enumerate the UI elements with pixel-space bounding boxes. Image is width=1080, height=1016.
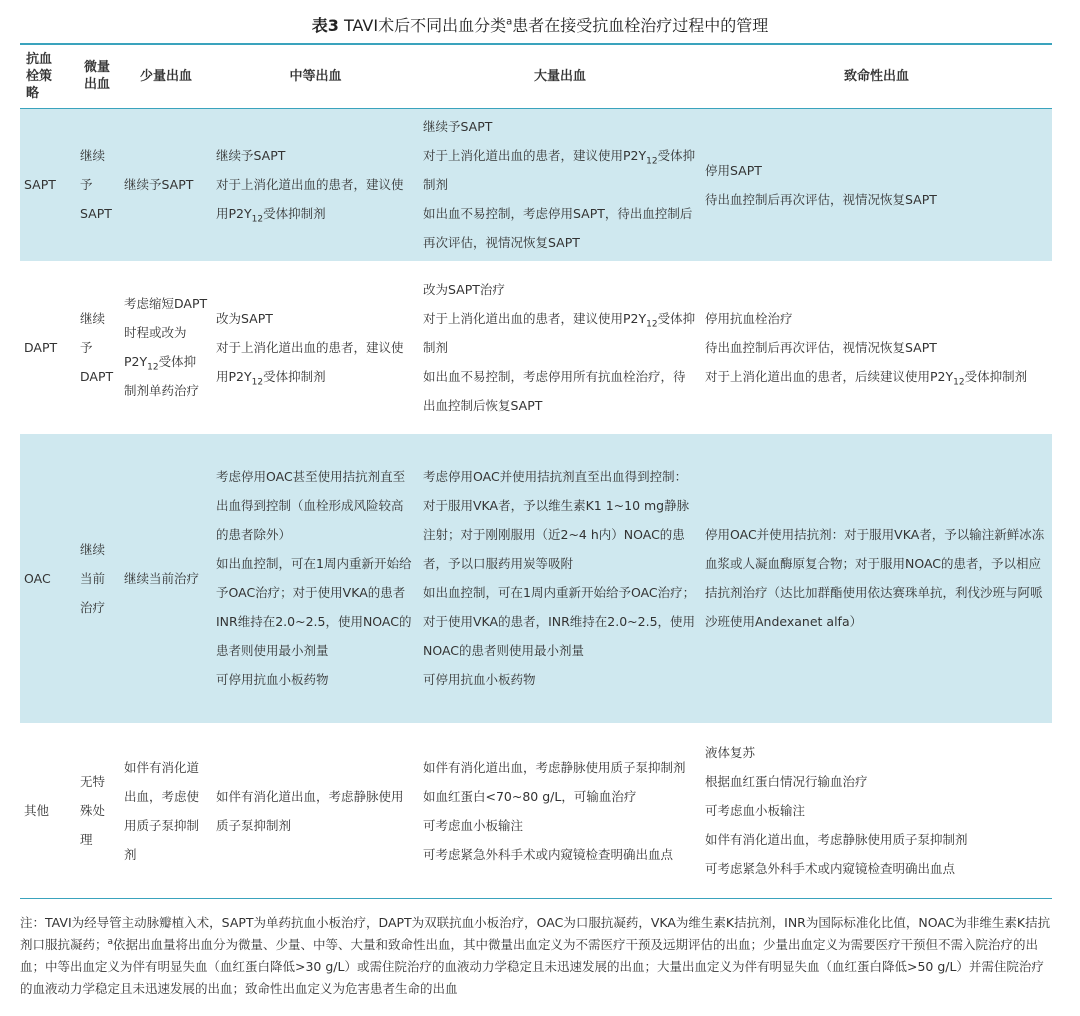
major-cell: 改为SAPT治疗 对于上消化道出血的患者，建议使用$P2Y_{12}$受体抑制剂 如出血不易控制，考虑停用所有抗血栓治疗，待出血控制后恢复SAPT (423, 281, 696, 413)
moderate-cell: 改为SAPT 对于上消化道出血的患者，建议使用$P2Y_{12}$受体抑制剂 (216, 310, 404, 387)
major-cell: 考虑停用OAC并使用拮抗剂直至出血得到控制：对于服用VKA者，予以维生素K1 1~10 mg静脉注射；对于刚刚服用（近2~4 h内）NOAC的患者，予以口服药用炭等吸附 如出血控制，可在1周内重新开始给予OAC治疗；对于使用VKA的患者，INR维持在2.0~2.5，使用NOAC的患者则使用最小剂量 可停用抗血小板药物 (423, 469, 696, 687)
header-fatal: 致命性出血 (843, 68, 909, 84)
header-major: 大量出血 (533, 68, 586, 84)
footnote-text-2: 依据出血量将出血分为微量、少量、中等、大量和致命性出血，其中微量出血定义为不需医疗干预及远期评估的出血；少量出血定义为需要医疗干预但不需入院治疗的出血；中等出血定义为伴有明显失血（血红蛋白降低>30 g/L）或需住院治疗的血液动力学稳定且未迅速发展的出血；大量出血定义为伴有明显失血（血红蛋白降低>50 g/L）并需住院治疗的血液动力学稳定且未迅速发展的出血；致命性出血定义为危害患者生命的出血 (20, 937, 1044, 996)
title-footnote-mark: a (506, 16, 513, 28)
header-micro: 微量出血 (83, 60, 110, 93)
moderate-cell: 如伴有消化道出血，考虑静脉使用质子泵抑制剂 (216, 788, 404, 833)
header-row (20, 44, 1052, 108)
minor-cell: 继续予SAPT (124, 177, 194, 192)
minor-cell: 考虑缩短DAPT时程或改为$P2Y_{12}$受体抑制剂单药治疗 (124, 296, 208, 398)
fatal-cell: 停用抗血栓治疗 待出血控制后再次评估，视情况恢复SAPT 对于上消化道出血的患者，后续建议使用$P2Y_{12}$受体抑制剂 (705, 310, 1028, 387)
moderate-cell: 考虑停用OAC甚至使用拮抗剂直至出血得到控制（血栓形成风险较高的患者除外） 如出血控制，可在1周内重新开始给予OAC治疗；对于使用VKA的患者INR维持在2.0~2.5，使用NOAC的患者则使用最小剂量 可停用抗血小板药物 (216, 469, 412, 687)
major-cell: 继续予SAPT 对于上消化道出血的患者，建议使用$P2Y_{12}$受体抑制剂 如出血不易控制，考虑停用SAPT，待出血控制后再次评估，视情况恢复SAPT (423, 119, 696, 250)
minor-cell: 继续当前治疗 (124, 570, 200, 586)
strategy-cell: 其他 (24, 803, 50, 818)
micro-cell: 继续当前治疗 (80, 541, 106, 615)
header-moderate: 中等出血 (289, 68, 342, 84)
table-row (20, 108, 1052, 261)
micro-cell: 无特殊处理 (80, 774, 106, 847)
fatal-cell: 液体复苏 根据血红蛋白情况行输血治疗 可考虑血小板输注 如伴有消化道出血，考虑静脉使用质子泵抑制剂 可考虑紧急外科手术或内窥镜检查明确出血点 (705, 745, 968, 876)
micro-cell: 继续予DAPT (80, 310, 114, 384)
header-minor: 少量出血 (139, 68, 192, 84)
table-row (20, 723, 1052, 898)
title-text-2: 患者在接受抗血栓治疗过程中的管理 (512, 16, 769, 35)
table-title (0, 14, 1080, 38)
title-text-1: TAVI术后不同出血分类 (338, 16, 507, 35)
moderate-cell: 继续予SAPT 对于上消化道出血的患者，建议使用$P2Y_{12}$受体抑制剂 (216, 148, 404, 225)
table-number: 表3 (311, 16, 339, 35)
micro-cell: 继续予SAPT (80, 148, 112, 221)
strategy-cell: OAC (24, 570, 51, 586)
table-row (20, 261, 1052, 433)
fatal-cell: 停用OAC并使用拮抗剂：对于服用VKA者，予以输注新鲜冰冻血浆或人凝血酶原复合物；对于服用NOAC的患者，予以相应拮抗剂治疗（达比加群酯使用依达赛珠单抗，利伐沙班与阿哌沙班使用Andexanet alfa） (705, 527, 1045, 629)
strategy-cell: SAPT (24, 177, 56, 192)
minor-cell: 如伴有消化道出血，考虑使用质子泵抑制剂 (124, 759, 200, 862)
strategy-cell: DAPT (24, 339, 58, 355)
major-cell: 如伴有消化道出血，考虑静脉使用质子泵抑制剂 如血红蛋白<70~80 g/L，可输血治疗 可考虑血小板输注 可考虑紧急外科手术或内窥镜检查明确出血点 (423, 759, 686, 862)
header-strategy: 抗血栓策略 (26, 51, 53, 101)
footnote-mark: a (107, 936, 114, 947)
footnote-text-1: 注：TAVI为经导管主动脉瓣植入术，SAPT为单药抗血小板治疗，DAPT为双联抗血小板治疗，OAC为口服抗凝药，VKA为维生素K拮抗剂，INR为国际标准化比值，NOAC为非维生素K拮抗剂口服抗凝药； (20, 915, 1051, 952)
management-table (20, 43, 1052, 899)
fatal-cell: 停用SAPT 待出血控制后再次评估，视情况恢复SAPT (705, 162, 937, 207)
table-footnote (20, 912, 1052, 1000)
table-row (20, 433, 1052, 723)
